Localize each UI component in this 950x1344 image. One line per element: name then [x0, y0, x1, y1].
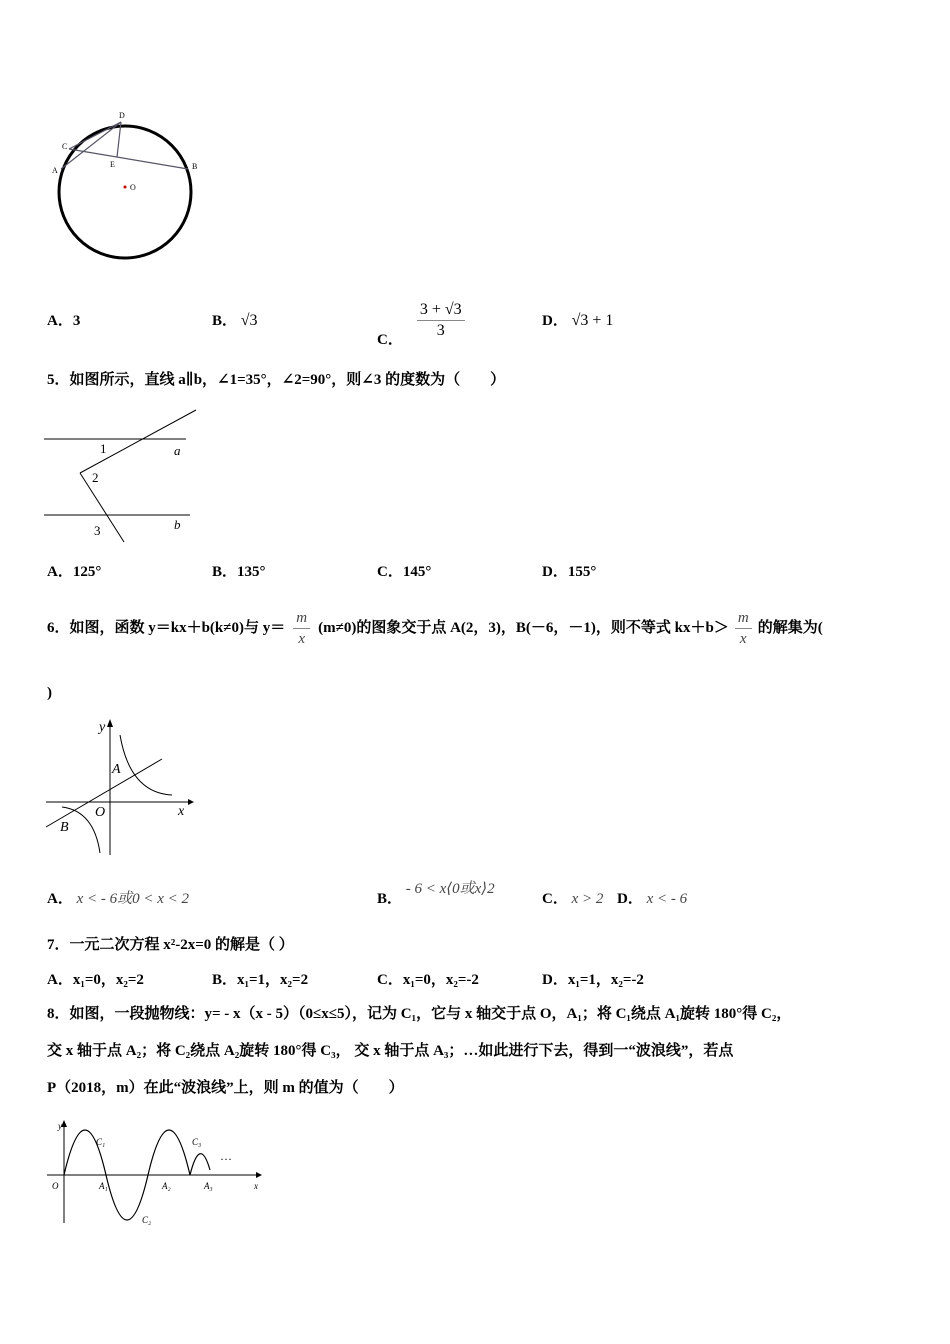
- line-cd: [69, 122, 121, 149]
- point-b-label: B: [60, 820, 69, 835]
- option-letter: B．: [377, 891, 403, 907]
- q4-option-c[interactable]: [377, 290, 465, 350]
- q7-question: 7．一元二次方程 x²-2x=0 的解是（ ）: [47, 937, 294, 953]
- option-letter: A．: [47, 313, 73, 329]
- q5-option-a[interactable]: [47, 562, 101, 582]
- x-label: x: [178, 804, 185, 819]
- angle-1-label: 1: [100, 441, 107, 456]
- q7-option-d[interactable]: [542, 970, 644, 990]
- q8-wave-figure: [44, 1115, 274, 1230]
- label-b: B: [192, 162, 198, 171]
- a3-label: A₃: [204, 1181, 213, 1191]
- y-label: y: [58, 1121, 62, 1131]
- option-value: x₁=0，x₂=-2: [402, 972, 479, 988]
- option-letter: D．: [542, 313, 568, 329]
- origin-label: O: [52, 1181, 59, 1191]
- option-value: √3 + 1: [571, 312, 614, 329]
- hyperbola-branch-1: [120, 735, 172, 795]
- option-letter: C．: [377, 564, 403, 580]
- label-c: C: [62, 142, 68, 151]
- q5-parallel-lines-figure: [44, 405, 204, 550]
- y-label: y: [99, 720, 106, 735]
- fraction-denominator: x: [298, 630, 306, 647]
- chord-cb: [69, 149, 188, 169]
- q6-option-c[interactable]: [542, 889, 603, 909]
- option-letter: C．: [377, 332, 403, 348]
- label-a: A: [52, 166, 58, 175]
- fraction-numerator: 3 + √3: [417, 300, 465, 321]
- ellipsis: ···: [220, 1152, 232, 1166]
- circle-o: [59, 126, 191, 258]
- q4-option-b[interactable]: [212, 311, 258, 331]
- q5-option-c[interactable]: [377, 562, 431, 582]
- c1-label: C₁: [96, 1137, 106, 1147]
- option-letter: A．: [47, 972, 73, 988]
- point-a-label: A: [112, 762, 121, 777]
- transversal-2: [80, 473, 124, 542]
- option-value: x > 2: [571, 891, 604, 907]
- y-axis-arrow: [107, 719, 113, 727]
- q6-question: [47, 598, 823, 658]
- q4-option-a[interactable]: [47, 311, 80, 331]
- option-value: 3: [72, 313, 81, 329]
- option-letter: A．: [47, 564, 73, 580]
- line-a-label: a: [174, 443, 181, 458]
- fraction-denominator: x: [739, 630, 747, 647]
- q4-circle-figure: [40, 105, 220, 265]
- option-value: 155°: [567, 564, 597, 580]
- origin-label: O: [95, 805, 106, 820]
- transversal-1: [80, 410, 196, 473]
- question-text: 的解集为(: [757, 620, 823, 636]
- q6-option-d[interactable]: [617, 889, 687, 909]
- q8-question-line2: 交 x 轴于点 A₂；将 C₂绕点 A₂旋转 180°得 C₃， 交 x 轴于点 A₃；…如此进行下去，得到一“波浪线”，若点: [47, 1043, 734, 1059]
- q7-option-b[interactable]: [212, 970, 308, 990]
- option-letter: A．: [47, 891, 73, 907]
- option-value: 135°: [237, 564, 266, 580]
- q8-question-line3: P（2018，m）在此“波浪线”上，则 m 的值为（ ）: [47, 1080, 404, 1096]
- option-value: x₁=1，x₂=-2: [567, 972, 644, 988]
- option-letter: C．: [542, 891, 568, 907]
- c3-label: C₃: [192, 1137, 202, 1147]
- option-value: 125°: [72, 564, 102, 580]
- x-axis-arrow: [188, 799, 194, 805]
- label-o: O: [130, 183, 136, 192]
- option-letter: D．: [542, 564, 568, 580]
- option-value: - 6 < x⟨0或x⟩2: [405, 881, 495, 897]
- q6-option-b[interactable]: [377, 881, 495, 909]
- fraction-numerator: m: [293, 608, 310, 629]
- fraction-numerator: m: [735, 608, 752, 629]
- angle-3-label: 3: [94, 523, 101, 538]
- option-value: x < - 6: [646, 891, 688, 907]
- q5-question: 5．如图所示，直线 a∥b，∠1=35°，∠2=90°，则∠3 的度数为（ ）: [47, 372, 506, 388]
- q5-option-d[interactable]: [542, 562, 596, 582]
- option-letter: B．: [212, 313, 238, 329]
- label-d: D: [119, 111, 125, 120]
- a1-label: A₁: [99, 1181, 108, 1191]
- x-axis-arrow: [256, 1172, 262, 1178]
- angle-2-label: 2: [92, 470, 99, 485]
- option-letter: B．: [212, 972, 238, 988]
- q6-graph-figure: [44, 715, 204, 860]
- option-letter: D．: [617, 891, 643, 907]
- q7-option-c[interactable]: [377, 970, 479, 990]
- q6-option-a[interactable]: [47, 889, 189, 909]
- q5-option-b[interactable]: [212, 562, 266, 582]
- x-label: x: [254, 1181, 258, 1191]
- option-letter: C．: [377, 972, 403, 988]
- fraction-denominator: 3: [436, 321, 445, 339]
- q4-option-d[interactable]: [542, 311, 613, 331]
- line-b-label: b: [174, 517, 181, 532]
- option-letter: D．: [542, 972, 568, 988]
- center-point: [124, 186, 127, 189]
- q6-close-paren: ): [47, 685, 52, 701]
- label-e: E: [110, 160, 115, 169]
- q7-option-a[interactable]: [47, 970, 144, 990]
- option-value: x < - 6或0 < x < 2: [76, 891, 190, 907]
- option-letter: B．: [212, 564, 238, 580]
- option-value: x₁=0，x₂=2: [72, 972, 144, 988]
- option-value: x₁=1，x₂=2: [237, 972, 309, 988]
- option-value: 145°: [402, 564, 432, 580]
- question-text: (m≠0)的图象交于点 A(2，3)，B(－6，－1)，则不等式 kx＋b＞: [318, 620, 729, 636]
- c2-label: C₂: [142, 1215, 152, 1225]
- q8-question-line1: 8．如图，一段抛物线：y= - x（x - 5）（0≤x≤5），记为 C₁，它与 x 轴交于点 O，A₁；将 C₁绕点 A₁旋转 180°得 C₂，: [47, 1006, 792, 1022]
- option-value: √3: [240, 312, 258, 329]
- question-text: 6．如图，函数 y＝kx＋b(k≠0)与 y＝: [47, 620, 286, 636]
- a2-label: A₂: [162, 1181, 171, 1191]
